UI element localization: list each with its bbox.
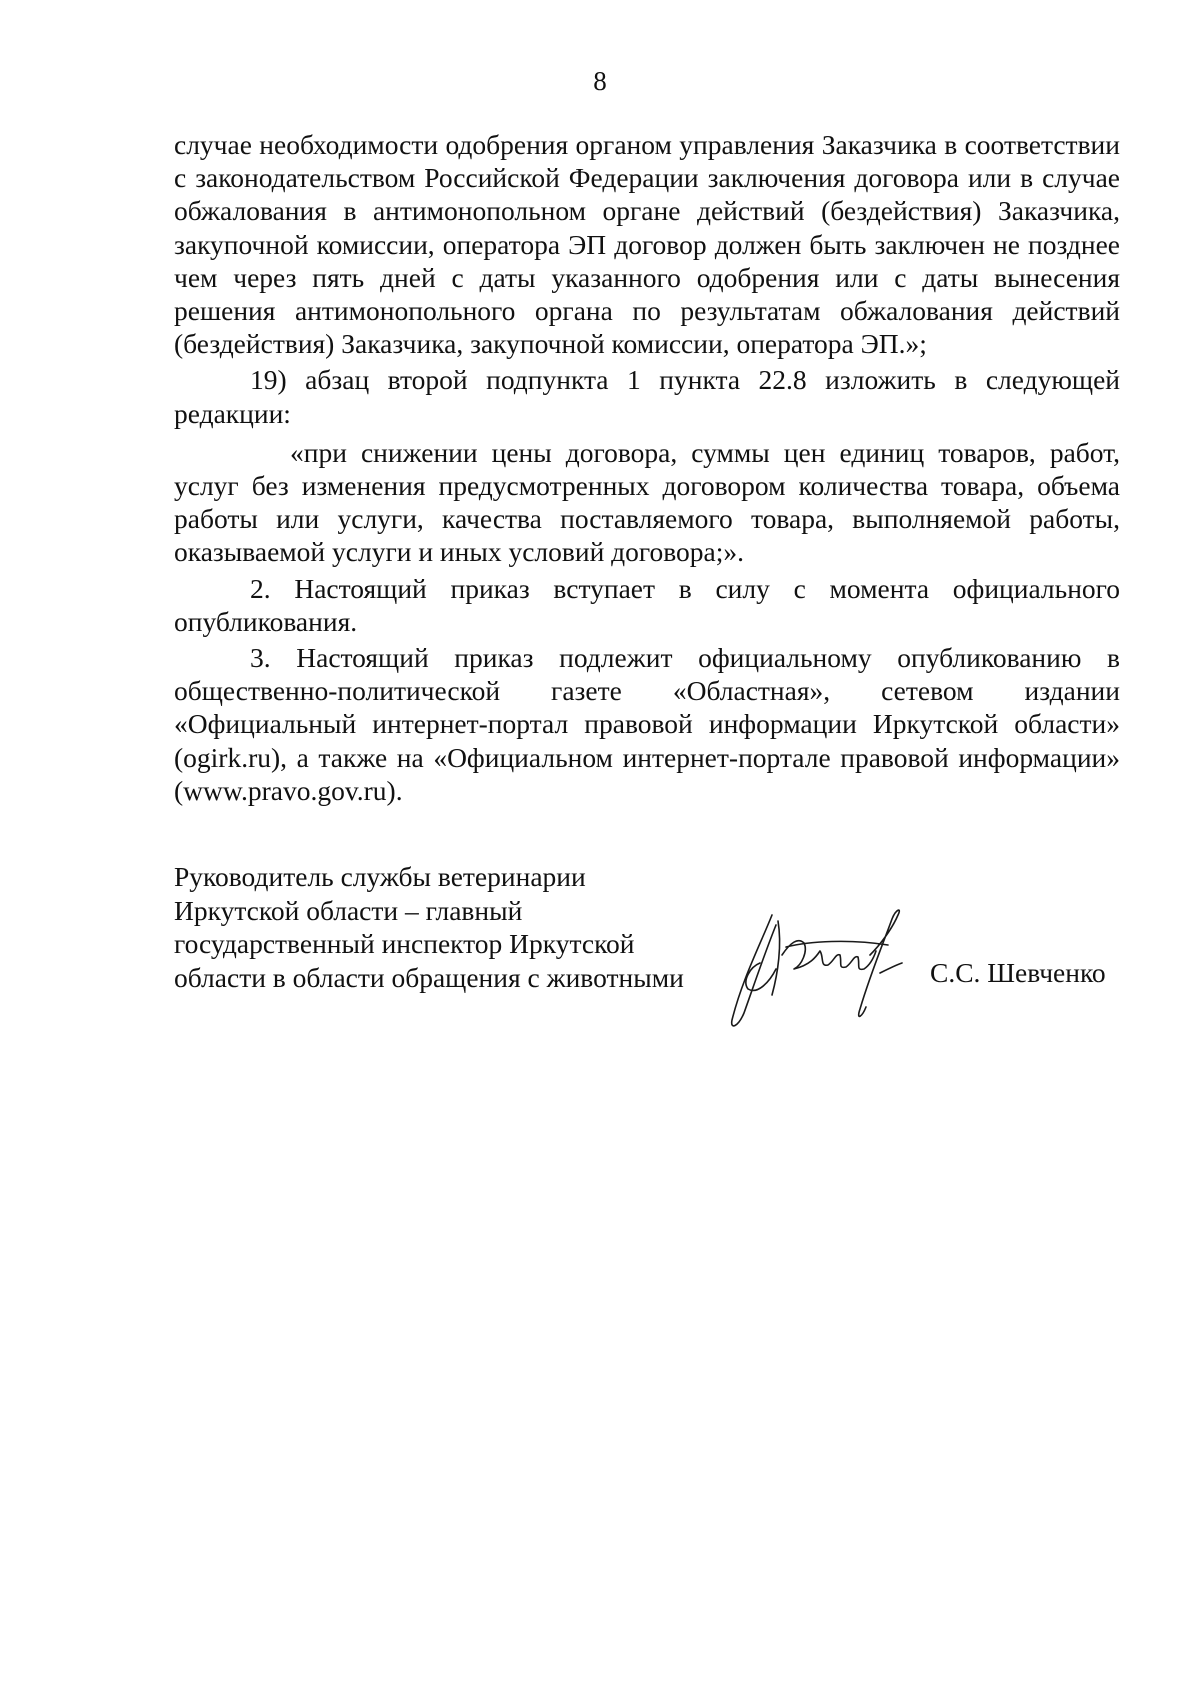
paragraph-item-2: 2. Настоящий приказ вступает в силу с момента официального опубликования. <box>174 572 1120 637</box>
signatory-title-line: государственный инспектор Иркутской <box>174 928 635 959</box>
document-body <box>174 128 1120 807</box>
paragraph-item-19: 19) абзац второй подпункта 1 пункта 22.8 изложить в следующей редакции: <box>174 364 1120 429</box>
signatory-title-line: области в области обращения с животными <box>174 961 684 993</box>
paragraph-item-3: 3. Настоящий приказ подлежит официальному опубликованию в общественно-политической газете «Областная», сетевом издании «Официальный интернет-портал правовой информации Иркутской области» (ogirk.ru), а также на «Официальном интернет-портале правовой информации» (www.pravo.gov.ru). <box>174 642 1120 806</box>
page-number: 8 <box>593 66 607 96</box>
signatory-name: С.С. Шевченко <box>930 957 1106 988</box>
signatory-title-line: Иркутской области – главный <box>174 894 523 926</box>
signatory-title-line: Руководитель службы ветеринарии <box>174 861 586 892</box>
paragraph-continuation: случае необходимости одобрения органом управления Заказчика в соответствии с законодательством Российской Федерации заключения договора или в случае обжалования в антимонопольном органе действий (бездействия) Заказчика, закупочной комиссии, оператора ЭП договор должен быть заключен не позднее чем через пять дней с даты указанного одобрения или с даты вынесения решения антимонопольного органа по результатам обжалования действий (бездействия) Заказчика, закупочной комиссии, оператора ЭП.»; <box>174 129 1120 360</box>
paragraph-quoted-text: «при снижении цены договора, суммы цен единиц товаров, работ, услуг без изменения предусмотренных договором количества товара, объема работы или услуги, качества поставляемого товара, выполняемой работы, оказываемой услуги и иных условий договора;». <box>174 436 1120 568</box>
signatory-title <box>174 860 684 994</box>
handwritten-signature <box>720 885 930 1035</box>
